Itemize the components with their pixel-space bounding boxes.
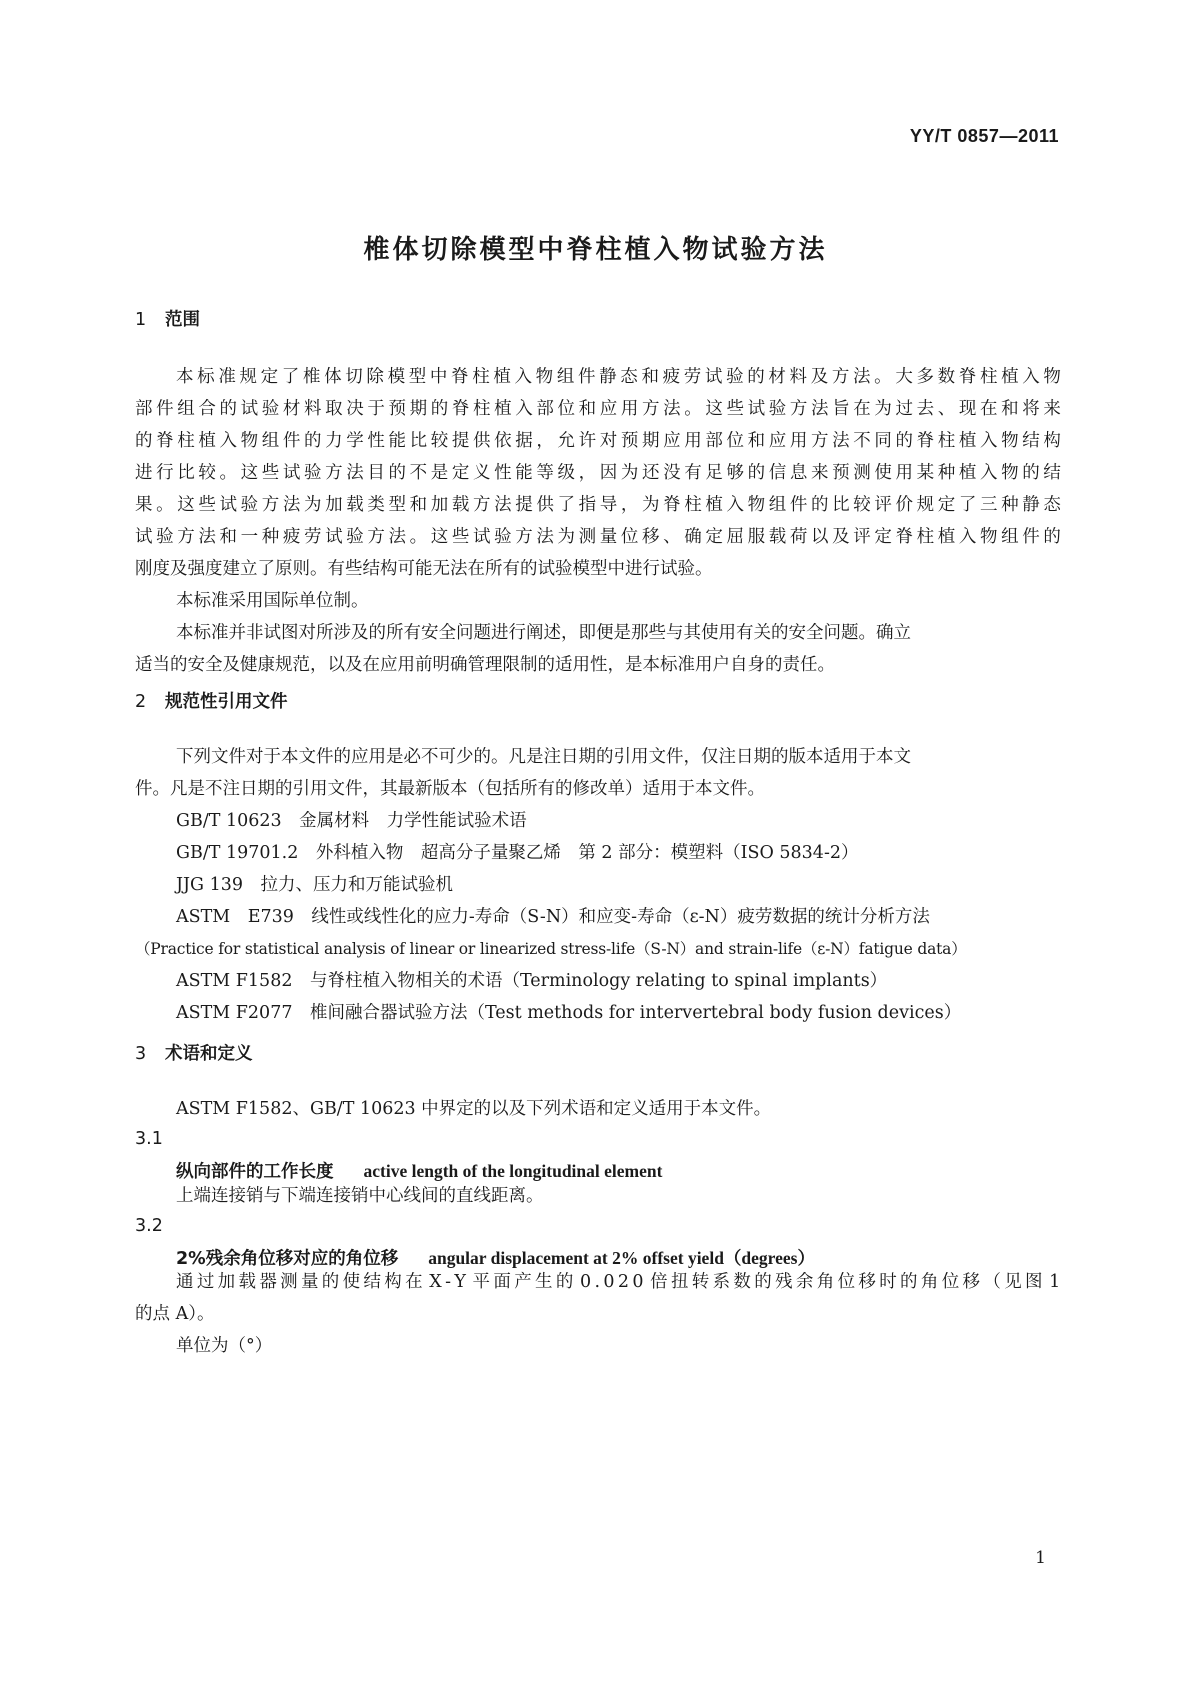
term-zh: 2%残余角位移对应的角位移	[176, 1249, 399, 1269]
section-number: 1	[135, 310, 147, 330]
reference-item: GB/T 19701.2 外科植入物 超高分子量聚乙烯 第 2 部分：模塑料（ISO 5834-2）	[176, 843, 859, 863]
section-title: 术语和定义	[165, 1044, 253, 1064]
section-1-heading	[135, 306, 200, 331]
section-3-intro	[135, 1093, 1061, 1125]
text-line: 适当的安全及健康规范，以及在应用前明确管理限制的适用性，是本标准用户自身的责任。	[135, 655, 835, 675]
text-line: 部 件 组 合 的 试 验 材 料 取 决 于 预 期 的 脊 柱 植 入 部 位 和 应 用 方 法 。 这 些 试 验 方 法 旨 在 为 过 去 、 现 在 和 将 来	[135, 399, 1061, 419]
standard-number: YY/T 0857—2011	[909, 126, 1059, 146]
reference-item: ASTM E739 线性或线性化的应力-寿命（S-N）和应变-寿命（ε-N）疲劳数据的统计分析方法	[176, 907, 930, 927]
text-line: 的 脊 柱 植 入 物 组 件 的 力 学 性 能 比 较 提 供 依 据 ， 允 许 对 预 期 应 用 部 位 和 应 用 方 法 不 同 的 脊 柱 植 入 物 结 构	[135, 431, 1061, 451]
text-line: 单位为（°）	[176, 1336, 273, 1356]
term-definition	[135, 1266, 1061, 1362]
section-title: 规范性引用文件	[165, 692, 288, 712]
text-line: 下列文件对于本文件的应用是必不可少的。凡是注日期的引用文件，仅注日期的版本适用于本文	[176, 747, 911, 767]
text-line: 上端连接销与下端连接销中心线间的直线距离。	[176, 1186, 544, 1206]
section-1-body	[135, 361, 1061, 681]
text-line: 刚度及强度建立了原则。有些结构可能无法在所有的试验模型中进行试验。	[135, 559, 713, 579]
text-line: 通 过 加 载 器 测 量 的 使 结 构 在 X - Y 平 面 产 生 的 0 . 0 2 0 倍 扭 转 系 数 的 残 余 角 位 移 时 的 角 位 移 （ 见 图 1	[176, 1272, 1061, 1292]
section-3-heading	[135, 1040, 253, 1065]
text-line: 的点 A）。	[135, 1304, 215, 1324]
term-number: 3.2	[135, 1216, 163, 1236]
reference-item: ASTM F1582 与脊柱植入物相关的术语（Terminology relating to spinal implants）	[176, 971, 888, 991]
term-definition	[135, 1180, 1061, 1212]
reference-item: JJG 139 拉力、压力和万能试验机	[176, 875, 453, 895]
term-en: active length of the longitudinal element	[363, 1161, 663, 1181]
text-line: 本标准并非试图对所涉及的所有安全问题进行阐述，即便是那些与其使用有关的安全问题。确立	[176, 623, 911, 643]
section-2-heading	[135, 688, 288, 713]
term-en: angular displacement at 2% offset yield（degrees）	[428, 1248, 815, 1268]
text-line: 试 验 方 法 和 一 种 疲 劳 试 验 方 法 。 这 些 试 验 方 法 为 测 量 位 移 、 确 定 屈 服 载 荷 以 及 评 定 脊 柱 植 入 物 组 件 的	[135, 527, 1061, 547]
text-line: ASTM F1582、GB/T 10623 中界定的以及下列术语和定义适用于本文件。	[176, 1099, 772, 1119]
term-zh: 纵向部件的工作长度	[176, 1162, 334, 1182]
reference-item: GB/T 10623 金属材料 力学性能试验术语	[176, 811, 527, 831]
section-2-body	[135, 741, 1061, 1029]
reference-item: ASTM F2077 椎间融合器试验方法（Test methods for intervertebral body fusion devices）	[176, 1003, 962, 1023]
term-number: 3.1	[135, 1129, 163, 1149]
page-number: 1	[1035, 1548, 1046, 1568]
section-title: 范围	[165, 310, 200, 330]
text-line: 本 标 准 规 定 了 椎 体 切 除 模 型 中 脊 柱 植 入 物 组 件 静 态 和 疲 劳 试 验 的 材 料 及 方 法 。 大 多 数 脊 柱 植 入 物	[176, 367, 1061, 387]
reference-item: （Practice for statistical analysis of linear or linearized stress-life（S-N）and strain-life（ε-N）fatigue data）	[135, 940, 967, 958]
text-line: 果 。 这 些 试 验 方 法 为 加 载 类 型 和 加 载 方 法 提 供 了 指 导 ， 为 脊 柱 植 入 物 组 件 的 比 较 评 价 规 定 了 三 种 静 态	[135, 495, 1061, 515]
text-line: 本标准采用国际单位制。	[176, 591, 369, 611]
document-title: 椎体切除模型中脊柱植入物试验方法	[363, 235, 828, 265]
section-number: 3	[135, 1044, 147, 1064]
text-line: 件。凡是不注日期的引用文件，其最新版本（包括所有的修改单）适用于本文件。	[135, 779, 765, 799]
text-line: 进 行 比 较 。 这 些 试 验 方 法 目 的 不 是 定 义 性 能 等 级 ， 因 为 还 没 有 足 够 的 信 息 来 预 测 使 用 某 种 植 入 物 的 结	[135, 463, 1061, 483]
section-number: 2	[135, 692, 147, 712]
